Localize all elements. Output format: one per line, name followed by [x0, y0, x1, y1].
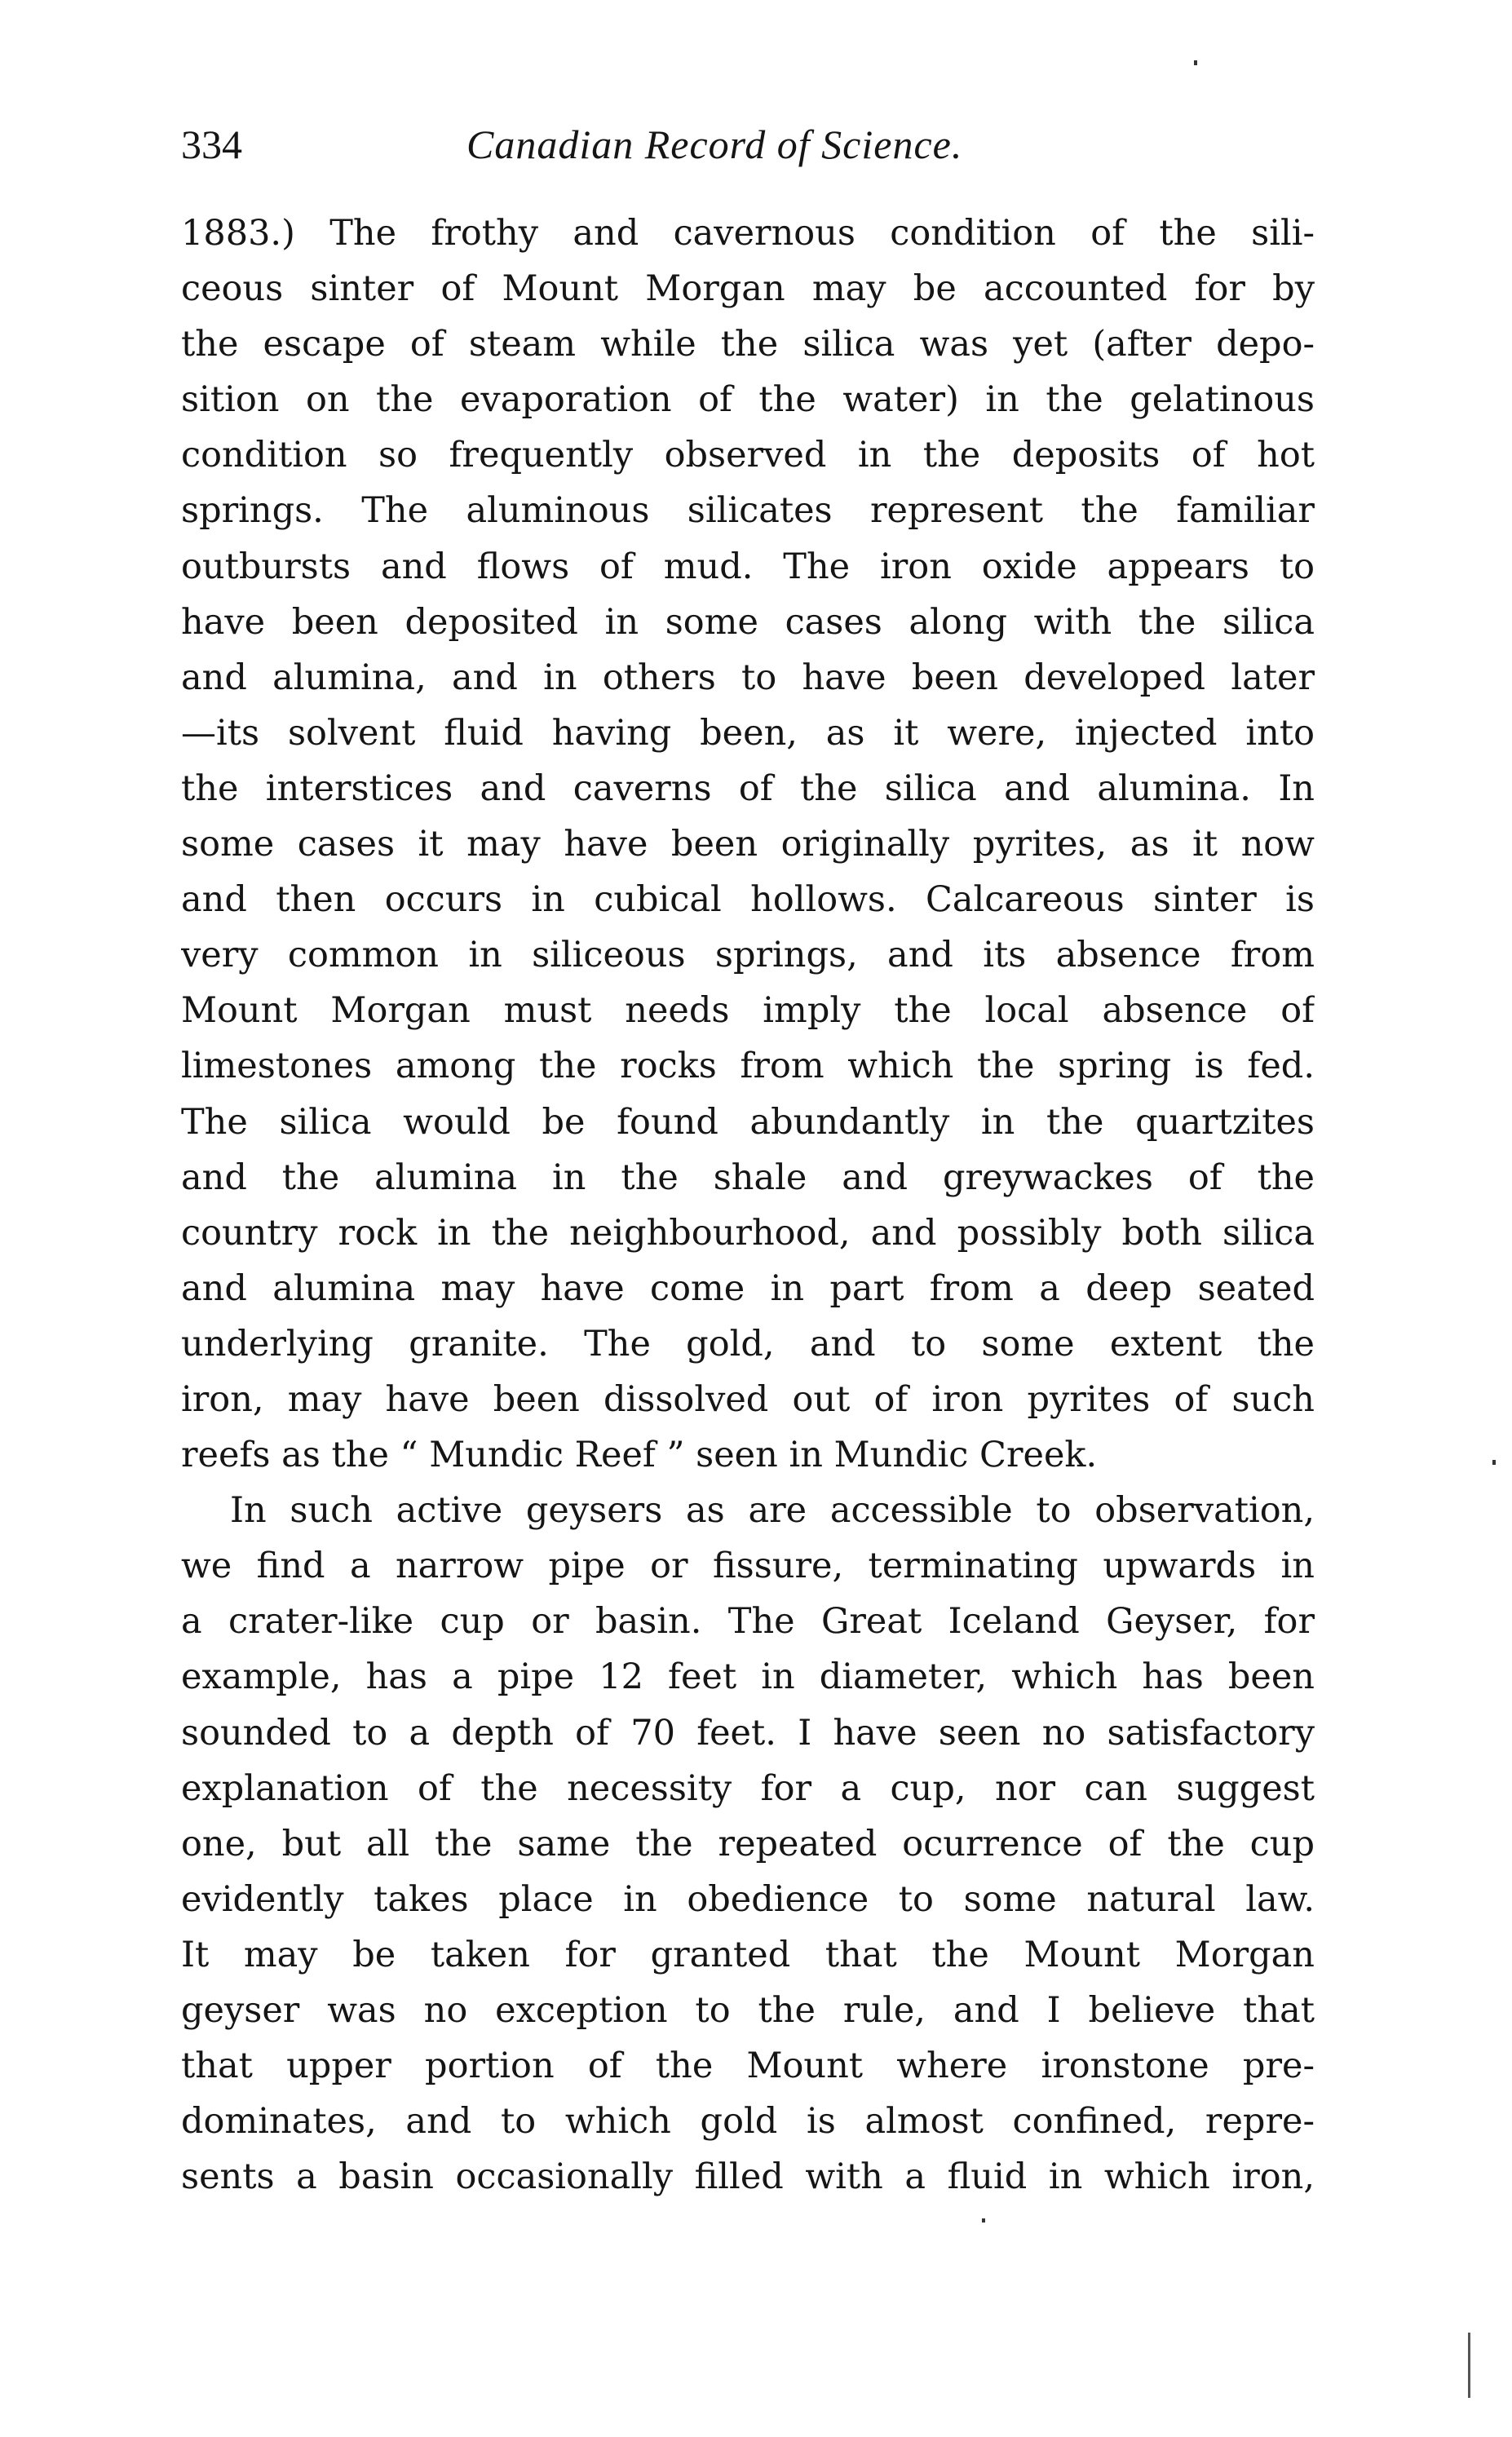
text-line: and alumina may have come in part from a deep seated: [181, 1267, 1315, 1309]
text-line: outbursts and flows of mud. The iron oxide appears to: [181, 546, 1315, 587]
text-line: sition on the evaporation of the water) in the gelatinous: [181, 379, 1315, 421]
text-line: limestones among the rocks from which the spring is fed.: [181, 1046, 1315, 1087]
running-head: [181, 116, 1315, 173]
text-line: dominates, and to which gold is almost confined, repre-: [181, 2101, 1315, 2143]
text-line: very common in siliceous springs, and its absence from: [181, 935, 1315, 976]
text-line: and alumina, and in others to have been developed later: [181, 657, 1315, 698]
text-line: underlying granite. The gold, and to some extent the: [181, 1323, 1315, 1364]
paragraph-1: [181, 206, 1315, 1483]
text-line: and the alumina in the shale and greywackes of the: [181, 1157, 1315, 1198]
text-line: reefs as the “ Mundic Reef ” seen in Mundic Creek.: [181, 1435, 1098, 1476]
page-number: 334: [181, 122, 242, 167]
text-line: —its solvent fluid having been, as it were, injected into: [181, 712, 1315, 754]
text-line: geyser was no exception to the rule, and I believe that: [181, 1990, 1315, 2031]
text-line: country rock in the neighbourhood, and possibly both silica: [181, 1212, 1315, 1254]
text-line: that upper portion of the Mount where ironstone pre-: [181, 2046, 1315, 2087]
text-line: explanation of the necessity for a cup, nor can suggest: [181, 1767, 1315, 1809]
text-line: a crater-like cup or basin. The Great Iceland Geyser, for: [181, 1601, 1315, 1643]
text-line: the interstices and caverns of the silica and alumina. In: [181, 767, 1315, 809]
text-line: have been deposited in some cases along with the silica: [181, 601, 1315, 643]
text-line: we find a narrow pipe or fissure, terminating upwards in: [181, 1546, 1315, 1587]
journal-title: Canadian Record of Science.: [466, 122, 963, 167]
text-line: It may be taken for granted that the Mount Morgan: [181, 1934, 1315, 1975]
text-line: one, but all the same the repeated ocurrence of the cup: [181, 1823, 1315, 1864]
text-line: the escape of steam while the silica was yet (after depo-: [181, 324, 1315, 365]
text-line: 1883.) The frothy and cavernous condition of the sili-: [181, 213, 1315, 254]
text-line: The silica would be found abundantly in the quartzites: [181, 1101, 1315, 1143]
text-line: ceous sinter of Mount Morgan may be accounted for by: [181, 268, 1315, 310]
text-line: example, has a pipe 12 feet in diameter, which has been: [181, 1656, 1315, 1698]
text-line: iron, may have been dissolved out of iron pyrites of such: [181, 1378, 1315, 1420]
text-line: sounded to a depth of 70 feet. I have seen no satisfactory: [181, 1712, 1315, 1754]
scan-speck: [1492, 1460, 1496, 1465]
body-text: [181, 206, 1315, 2205]
text-line: Mount Morgan must needs imply the local absence of: [181, 990, 1315, 1032]
text-line: In such active geysers as are accessible to observation,: [230, 1490, 1315, 1532]
text-line: sents a basin occasionally filled with a fluid in which iron,: [181, 2156, 1315, 2198]
text-line: some cases it may have been originally pyrites, as it now: [181, 824, 1315, 865]
text-line: condition so frequently observed in the deposits of hot: [181, 435, 1315, 476]
paragraph-2: [181, 1483, 1315, 2205]
text-line: and then occurs in cubical hollows. Calcareous sinter is: [181, 879, 1315, 921]
text-line: springs. The aluminous silicates represent the familiar: [181, 490, 1315, 532]
scan-speck: [982, 2218, 985, 2222]
margin-mark: [1468, 2333, 1470, 2398]
text-line: evidently takes place in obedience to some natural law.: [181, 1878, 1315, 1920]
scan-speck: [1194, 60, 1197, 65]
